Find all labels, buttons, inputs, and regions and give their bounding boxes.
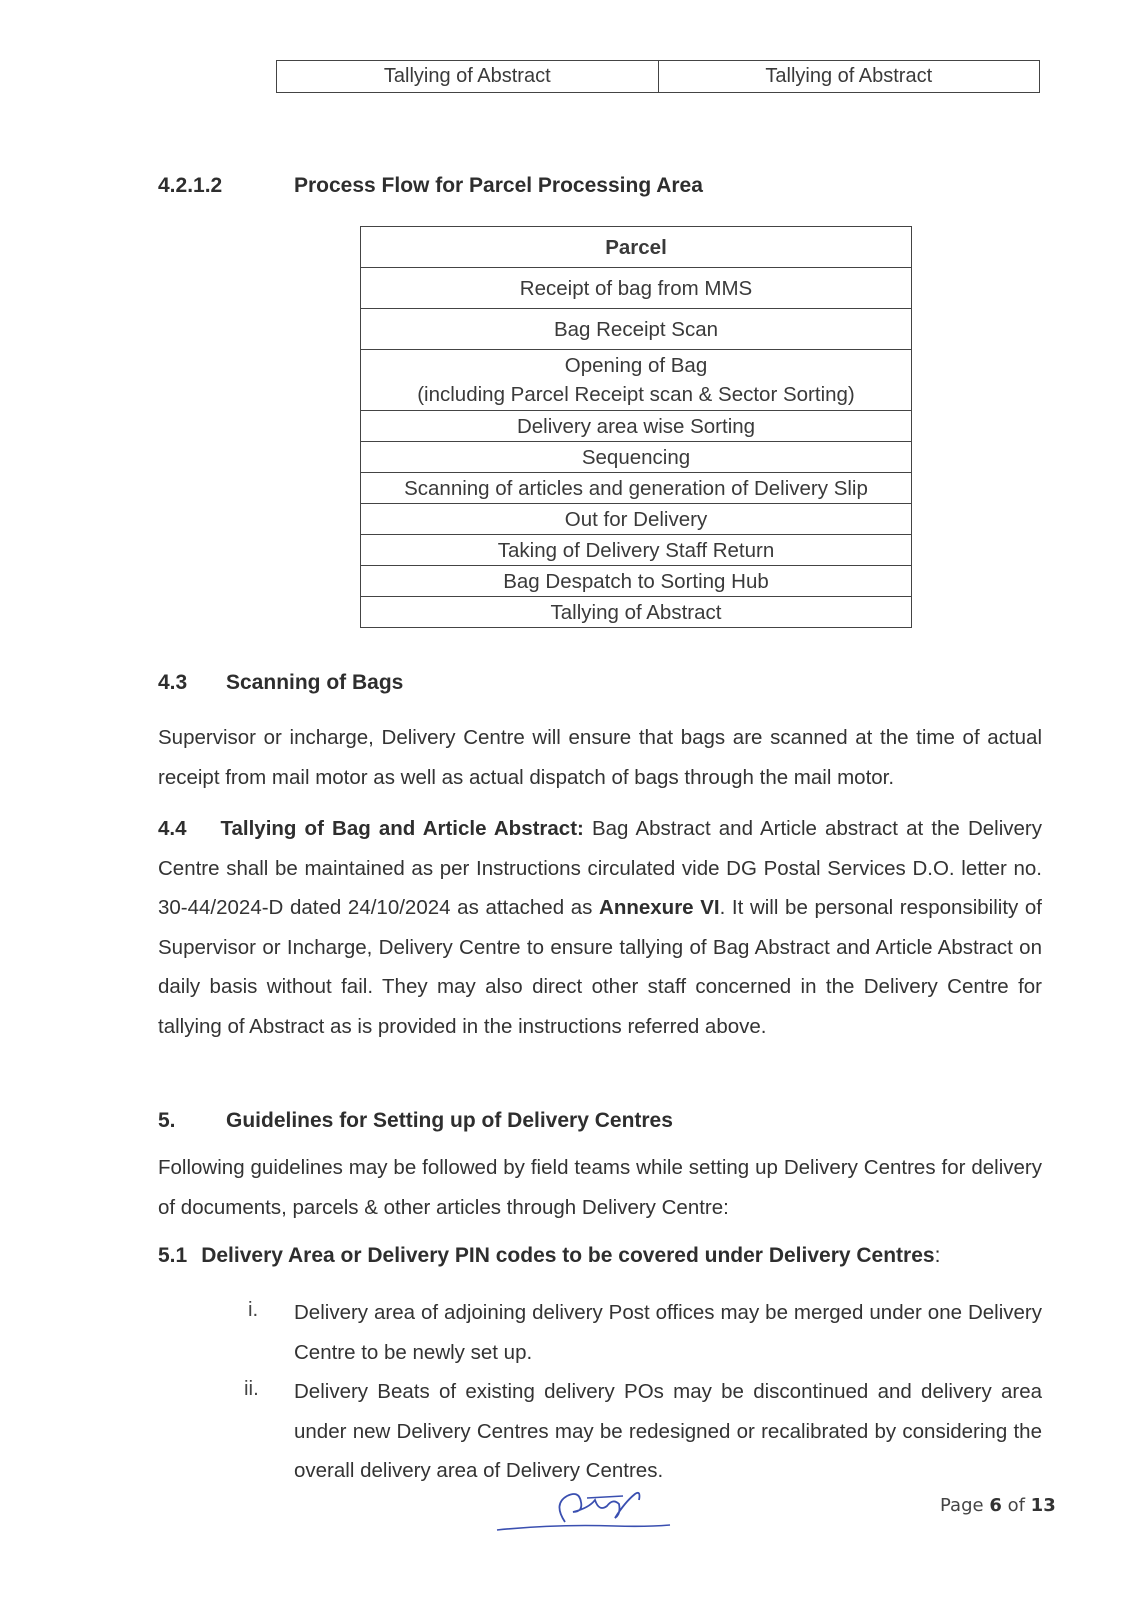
table-row: Receipt of bag from MMS <box>361 268 912 309</box>
list-marker: i. <box>248 1298 259 1321</box>
paragraph-text: . It will be personal responsibility of Supervisor or Incharge, Delivery Centre to ensure tallying of Bag Abstract and Article Abstract on daily basis without fail. They may also direct other staff concerned in the Delivery Centre for tallying of Abstract as is provided in the instructions referred above. <box>158 896 1042 1038</box>
table-row <box>361 350 912 411</box>
table-row: Bag Despatch to Sorting Hub <box>361 566 912 597</box>
table-row-line: (including Parcel Receipt scan & Sector Sorting) <box>417 383 855 406</box>
table-row-line: Opening of Bag <box>564 354 708 377</box>
list-marker: ii. <box>244 1377 259 1400</box>
paragraph: Following guidelines may be followed by field teams while setting up Delivery Centres for delivery of documents, parcels & other articles through Delivery Centre: <box>158 1156 1042 1219</box>
page-current: 6 <box>989 1495 1002 1516</box>
page-total: 13 <box>1030 1495 1056 1516</box>
table-header: Parcel <box>361 227 912 268</box>
section-number: 4.3 <box>158 671 188 694</box>
top-table <box>276 60 1040 93</box>
paragraph: Supervisor or incharge, Delivery Centre will ensure that bags are scanned at the time of actual receipt from mail motor as well as actual dispatch of bags through the mail motor. <box>158 726 1042 789</box>
section-heading: Tallying of Bag and Article Abstract: <box>220 817 584 840</box>
parcel-process-table <box>360 226 912 628</box>
list-item: Delivery Beats of existing delivery POs may be discontinued and delivery area under new Delivery Centres may be redesigned or recalibrated by considering the overall delivery area of Delivery Centres. <box>294 1380 1042 1482</box>
section-heading: Guidelines for Setting up of Delivery Centres <box>226 1109 673 1132</box>
top-table-cell: Tallying of Abstract <box>658 61 1040 93</box>
table-row: Out for Delivery <box>361 504 912 535</box>
section-title: Delivery Area or Delivery PIN codes to be covered under Delivery Centres <box>201 1244 935 1267</box>
table-row: Bag Receipt Scan <box>361 309 912 350</box>
table-row: Scanning of articles and generation of Delivery Slip <box>361 473 912 504</box>
table-row: Delivery area wise Sorting <box>361 411 912 442</box>
page-number: Page 6 of 13 <box>940 1495 1056 1516</box>
table-row: Tallying of Abstract <box>361 597 912 628</box>
section-number: 4.2.1.2 <box>158 174 223 197</box>
signature-image <box>495 1482 685 1542</box>
paragraph-text: Bag Abstract and Article abstract at the Delivery Centre shall be maintained as per Instructions circulated vide DG Postal Services D.O. letter no. 30-44/2024-D dated 24/10/2024 as attached as <box>158 817 1042 919</box>
section-heading: Scanning of Bags <box>226 671 404 694</box>
annexure-reference: Annexure VI <box>599 896 720 919</box>
section-number: 5.1 <box>158 1244 188 1267</box>
section-number: 4.4 <box>158 817 187 840</box>
subsection-heading <box>158 1244 940 1268</box>
top-table-cell: Tallying of Abstract <box>277 61 659 93</box>
heading-colon: : <box>934 1244 941 1267</box>
section-number: 5. <box>158 1109 176 1132</box>
paragraph <box>158 809 1042 1046</box>
table-row: Taking of Delivery Staff Return <box>361 535 912 566</box>
section-heading: Process Flow for Parcel Processing Area <box>294 174 703 197</box>
table-row: Sequencing <box>361 442 912 473</box>
list-item: Delivery area of adjoining delivery Post offices may be merged under one Delivery Centre to be newly set up. <box>294 1301 1042 1364</box>
